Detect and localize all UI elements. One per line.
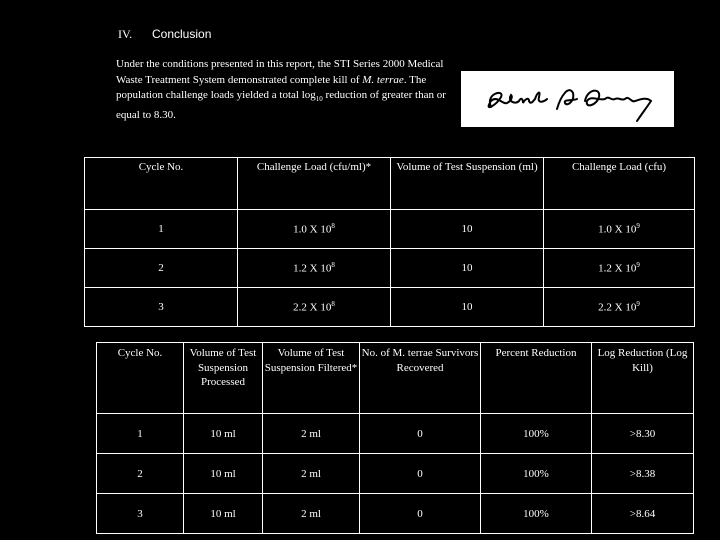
header-cell: Challenge Load (cfu/ml)* (238, 158, 391, 210)
table-cell: 3 (85, 288, 238, 327)
table-cell: 3 (97, 494, 184, 534)
table-cell: 2 (85, 249, 238, 288)
table-row (85, 288, 695, 327)
table-row (85, 210, 695, 249)
table-cell: 2 ml (263, 494, 360, 534)
table-cell: 0 (360, 454, 481, 494)
signature-icon (461, 71, 674, 127)
table-cell: 10 ml (184, 494, 263, 534)
table-cell: 2 ml (263, 414, 360, 454)
table-cell: 1.2 X $10^9$ (544, 249, 695, 288)
table-row (85, 249, 695, 288)
table-cell: 10 ml (184, 454, 263, 494)
table-row (97, 454, 694, 494)
table-cell: 1 (85, 210, 238, 249)
table-cell: >8.64 (592, 494, 694, 534)
header-cell: Cycle No. (85, 158, 238, 210)
table-cell: 1.0 X $10^8$ (238, 210, 391, 249)
paragraph-text-2: . The population challenge loads yielded a total log (116, 73, 427, 101)
header-cell: Cycle No. (97, 343, 184, 414)
signature-image (461, 71, 674, 127)
organism-name: M. terrae (362, 73, 404, 86)
header-cell: Challenge Load (cfu) (544, 158, 695, 210)
log-reduction-table (96, 342, 694, 534)
section-title: Conclusion (152, 27, 212, 41)
table-cell: >8.30 (592, 414, 694, 454)
section-heading (118, 27, 212, 42)
header-cell: Volume of Test Suspension Processed (184, 343, 263, 414)
table-cell: 2.2 X $10^9$ (544, 288, 695, 327)
section-number: IV. (118, 27, 133, 41)
table-cell: 0 (360, 414, 481, 454)
table-header-row (97, 343, 694, 414)
header-cell: Volume of Test Suspension Filtered* (263, 343, 360, 414)
table-cell: 10 (391, 210, 544, 249)
table-cell: 2 ml (263, 454, 360, 494)
table-cell: 10 (391, 249, 544, 288)
table-cell: 10 ml (184, 414, 263, 454)
header-cell: Volume of Test Suspension (ml) (391, 158, 544, 210)
header-cell: Percent Reduction (481, 343, 592, 414)
table-row (97, 414, 694, 454)
table-cell: 10 (391, 288, 544, 327)
conclusion-paragraph (116, 57, 456, 123)
header-cell: No. of M. terrae Survivors Recovered (360, 343, 481, 414)
table-cell: 100% (481, 494, 592, 534)
table-header-row (85, 158, 695, 210)
header-cell: Log Reduction (Log Kill) (592, 343, 694, 414)
paragraph-text-1: Under the conditions presented in this report, the STI Series 2000 Medical Waste Treatment System demonstrated complete kill of (116, 58, 444, 86)
paragraph-text-3: reduction of greater than or equal to 8.30. (116, 89, 446, 121)
table-cell: 1 (97, 414, 184, 454)
table-cell: 100% (481, 414, 592, 454)
table-row (97, 494, 694, 534)
table-cell: 0 (360, 494, 481, 534)
table-cell: >8.38 (592, 454, 694, 494)
table-cell: 2 (97, 454, 184, 494)
table-cell: 100% (481, 454, 592, 494)
log-base: 10 (315, 95, 323, 104)
table-cell: 1.0 X $10^9$ (544, 210, 695, 249)
table-cell: 1.2 X $10^8$ (238, 249, 391, 288)
challenge-load-table (84, 157, 695, 327)
table-cell: 2.2 X $10^8$ (238, 288, 391, 327)
